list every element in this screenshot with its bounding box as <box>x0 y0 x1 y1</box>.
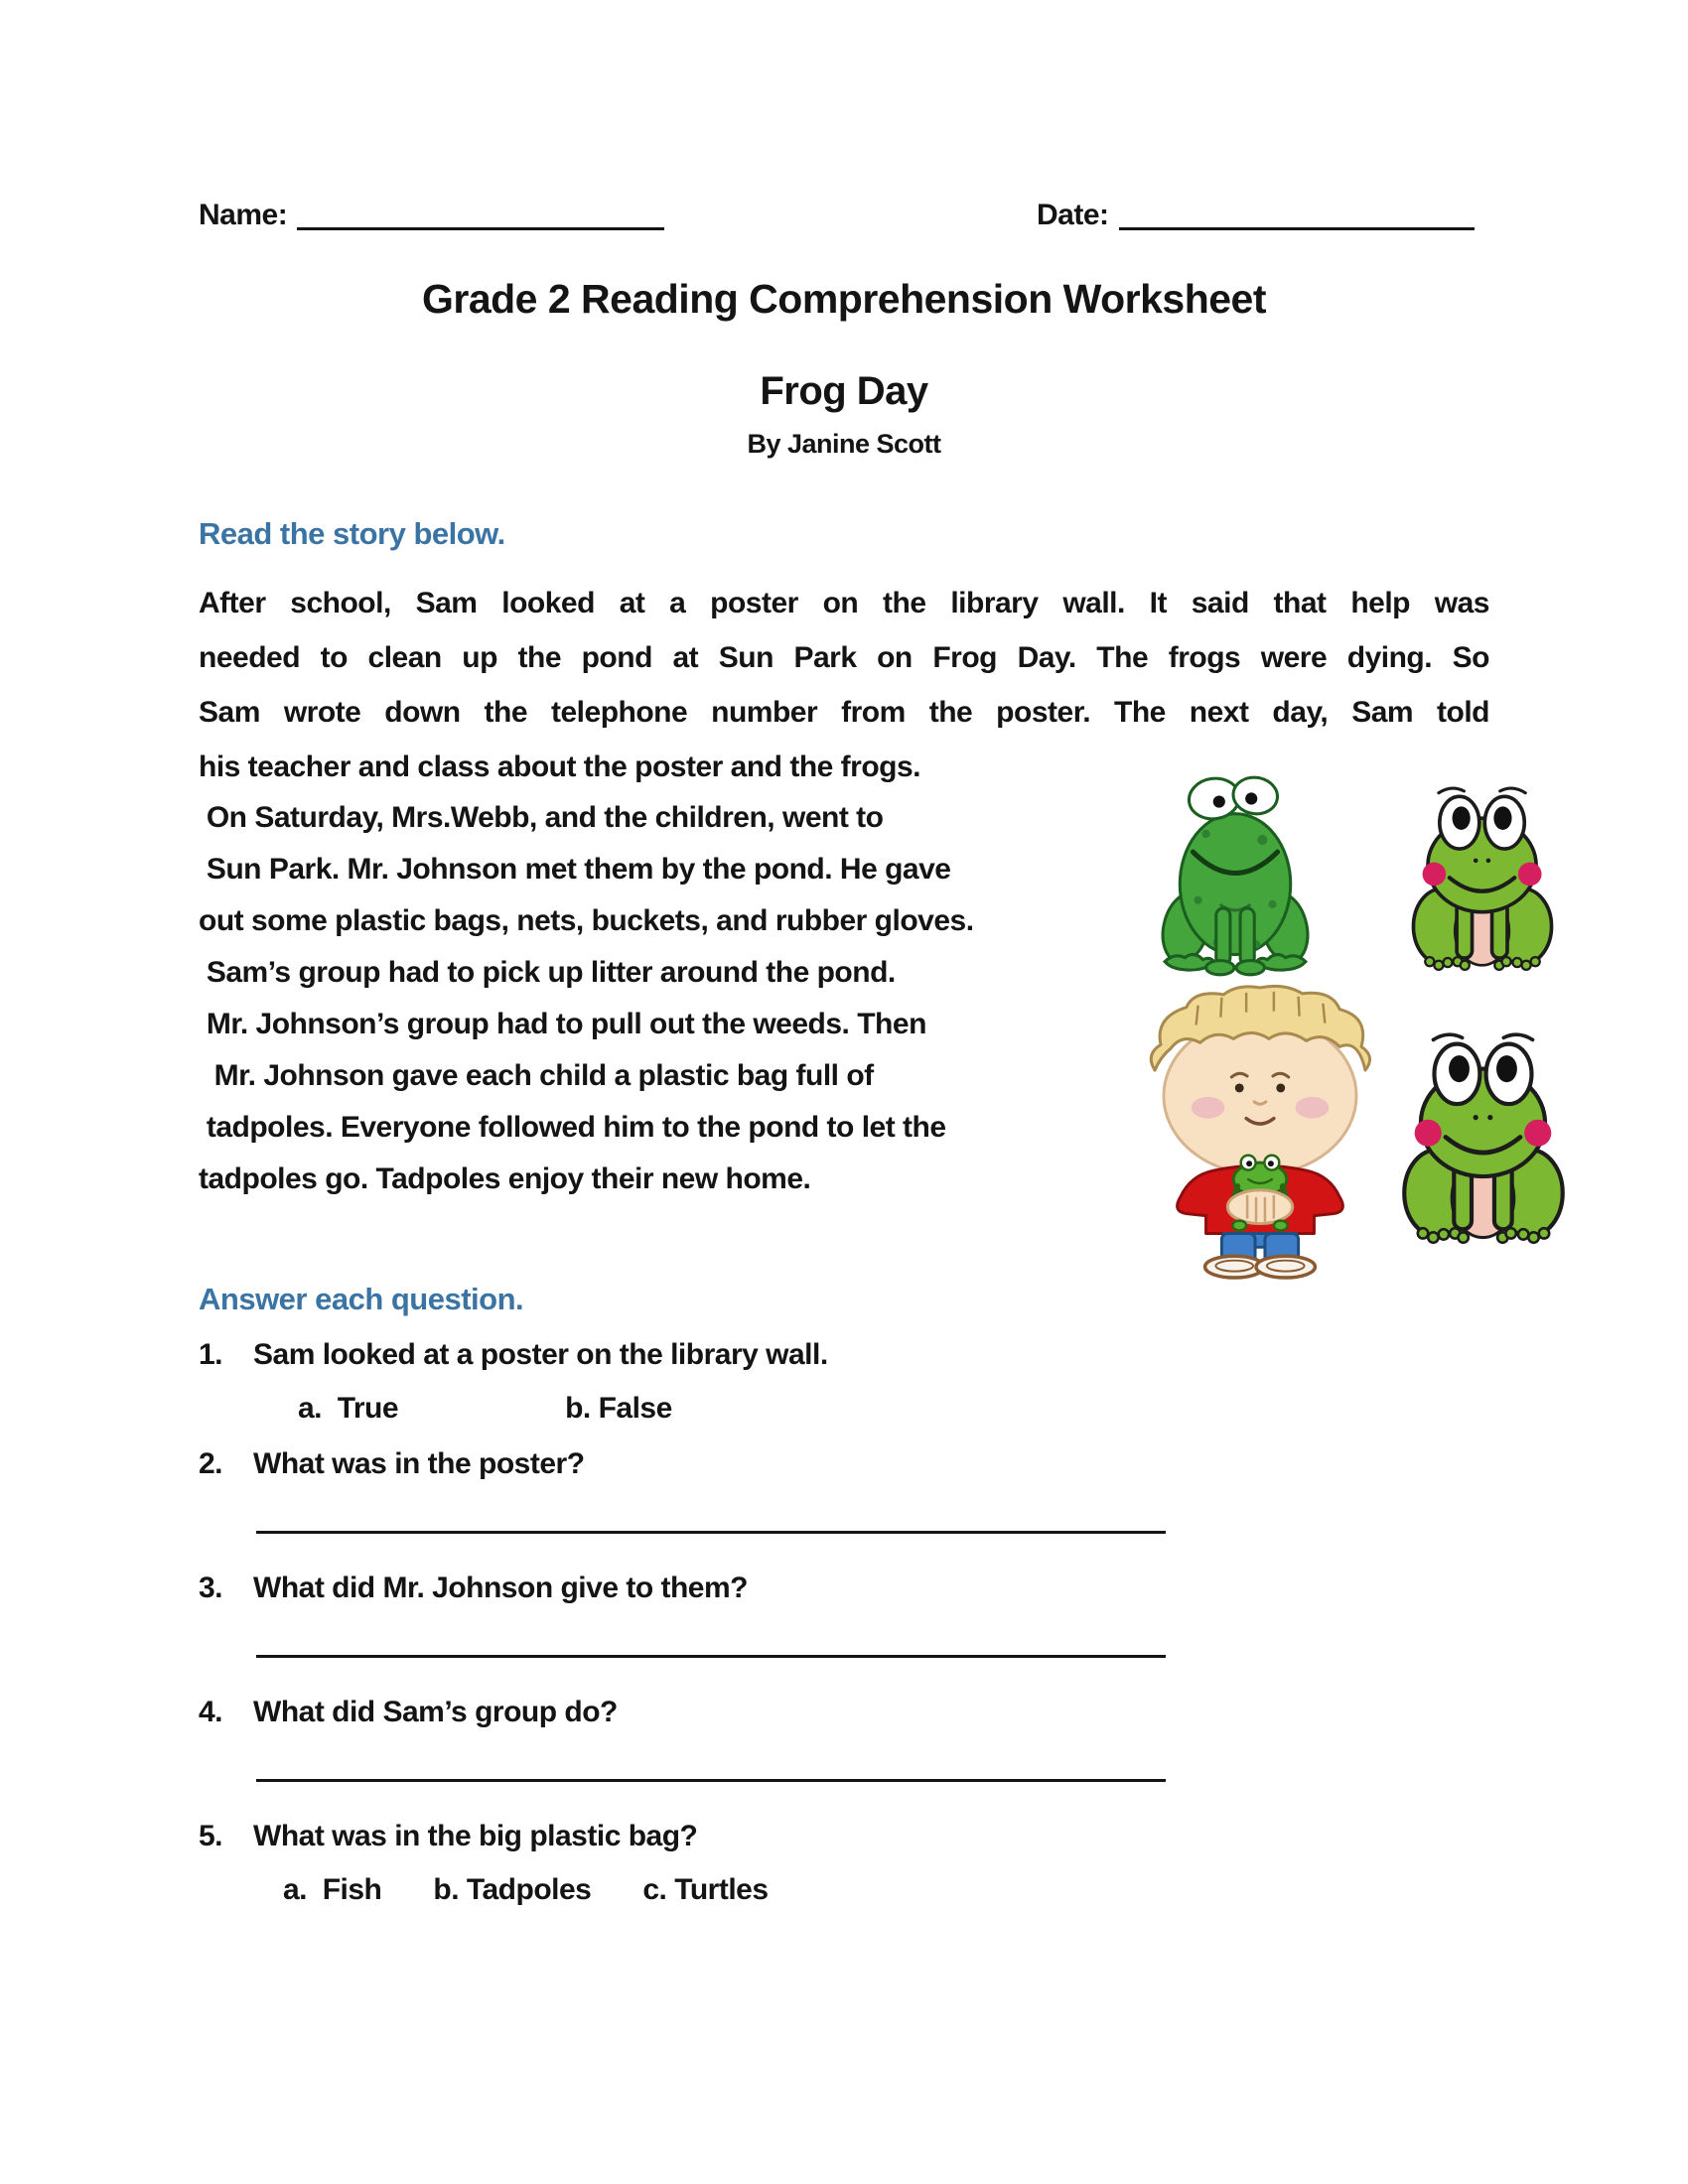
boy-holding-frog-clipart-icon <box>1134 980 1386 1280</box>
question-text: What did Sam’s group do? <box>253 1696 618 1728</box>
question-1-options <box>199 1388 1489 1430</box>
story-line: Sun Park. Mr. Johnson met them by the pond. He gave <box>199 853 951 886</box>
question-2 <box>199 1443 1489 1485</box>
answer-blank-q4[interactable] <box>256 1779 1166 1782</box>
answer-blank-q2[interactable] <box>256 1531 1166 1534</box>
green-frog-clipart-icon <box>1160 771 1311 978</box>
header-row <box>199 199 1489 242</box>
date-blank[interactable] <box>1119 201 1475 230</box>
option-turtles[interactable]: c. Turtles <box>642 1873 769 1906</box>
question-4 <box>199 1692 1489 1733</box>
name-field <box>199 199 664 232</box>
story-line: After school, Sam looked at a poster on the library wall. It said that help was <box>199 587 1489 619</box>
option-fish[interactable]: a. Fish <box>283 1873 382 1906</box>
story-line: On Saturday, Mrs.Webb, and the children, went to <box>199 801 884 834</box>
question-number: 1. <box>199 1338 223 1371</box>
worksheet-title: Grade 2 Reading Comprehension Worksheet <box>421 276 1267 322</box>
option-true[interactable]: a. True <box>298 1392 399 1425</box>
story-line: Mr. Johnson’s group had to pull out the weeds. Then <box>199 1008 926 1040</box>
illustration-block <box>1132 759 1589 1286</box>
cute-frog-clipart-icon <box>1408 777 1557 981</box>
option-tadpoles[interactable]: b. Tadpoles <box>433 1873 592 1906</box>
story-line: tadpoles go. Tadpoles enjoy their new home. <box>199 1162 811 1195</box>
answer-blank-q3[interactable] <box>256 1655 1166 1658</box>
question-number: 2. <box>199 1447 223 1480</box>
story-line: Sam wrote down the telephone number from the poster. The next day, Sam told <box>199 696 1489 729</box>
questions-section <box>199 1279 1489 1911</box>
story-line: his teacher and class about the poster and the frogs. <box>199 751 921 783</box>
story-line: Sam’s group had to pick up litter around the pond. <box>199 956 896 989</box>
answer-instruction: Answer each question. <box>199 1282 524 1316</box>
name-blank[interactable] <box>297 201 664 230</box>
question-3 <box>199 1568 1489 1609</box>
story-paragraph-2 <box>199 792 1137 1205</box>
question-1 <box>199 1334 1489 1376</box>
date-field <box>1037 199 1475 232</box>
story-title: Frog Day <box>760 369 928 413</box>
story-line: out some plastic bags, nets, buckets, and rubber gloves. <box>199 904 974 937</box>
option-false[interactable]: b. False <box>565 1392 672 1425</box>
read-instruction: Read the story below. <box>199 516 505 551</box>
question-number: 3. <box>199 1571 223 1604</box>
question-number: 4. <box>199 1696 223 1728</box>
question-text: What was in the big plastic bag? <box>253 1820 698 1852</box>
question-5-options <box>199 1869 1489 1911</box>
question-text: What did Mr. Johnson give to them? <box>253 1571 748 1604</box>
date-label: Date: <box>1037 199 1109 231</box>
story-line: Mr. Johnson gave each child a plastic bag full of <box>199 1059 874 1092</box>
question-5 <box>199 1816 1489 1857</box>
byline: By Janine Scott <box>747 429 941 459</box>
story-line: tadpoles. Everyone followed him to the pond to let the <box>199 1111 946 1144</box>
name-label: Name: <box>199 199 288 231</box>
cute-frog-clipart-icon <box>1398 1006 1569 1272</box>
question-text: Sam looked at a poster on the library wall. <box>253 1338 828 1371</box>
question-number: 5. <box>199 1820 223 1852</box>
story-line: needed to clean up the pond at Sun Park on Frog Day. The frogs were dying. So <box>199 641 1489 674</box>
question-text: What was in the poster? <box>253 1447 585 1480</box>
